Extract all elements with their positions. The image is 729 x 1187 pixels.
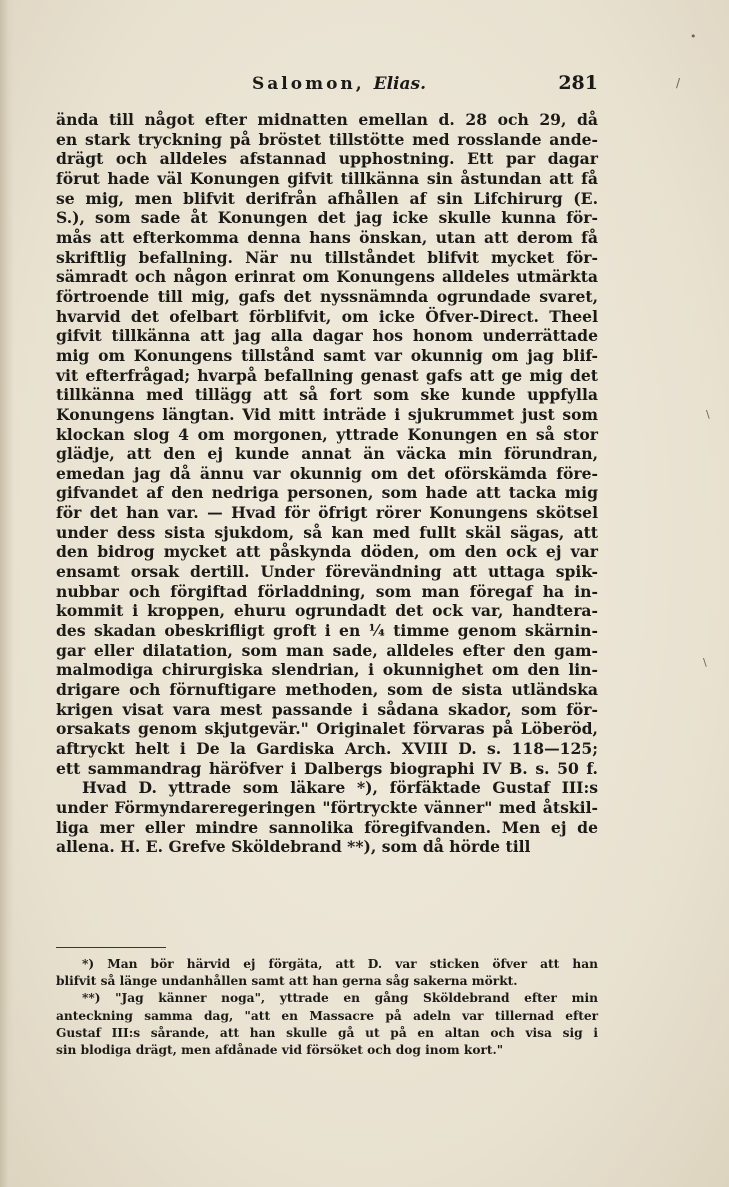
text-line: den bidrog mycket att påskynda döden, om den ock ej var <box>56 542 598 562</box>
page-header <box>56 74 598 100</box>
text-line: mås att efterkomma denna hans önskan, utan att derom få <box>56 227 598 247</box>
text-line: krigen visat vara mest passande i sådana skador, som för- <box>56 699 598 719</box>
footnote-line: *) Man bör härvid ej förgäta, att D. var sticken öfver att han <box>82 957 598 971</box>
text-line: drigare och förnuftigare methoden, som de sista utländska <box>56 680 598 700</box>
running-head <box>252 74 426 94</box>
text-line: emedan jag då ännu var okunnig om det oförskämda före- <box>56 463 598 483</box>
text-line: gar eller dilatation, som man sade, alldeles efter den gam- <box>56 640 598 660</box>
text-line: under Förmyndareregeringen "förtryckte vänner" med åtskil- <box>56 797 598 817</box>
margin-mark: \ <box>703 656 707 669</box>
page-gutter-shadow <box>0 0 14 1187</box>
text-line: des skadan obeskrifligt groft i en ¼ timme genom skärnin- <box>56 621 598 641</box>
text-line: nubbar och förgiftad förladdning, som man föregaf ha in- <box>56 581 598 601</box>
text-line: ensamt orsak dertill. Under förevändning att uttaga spik- <box>56 562 598 582</box>
text-line: kommit i kroppen, ehuru ogrundadt det ock var, handtera- <box>56 601 598 621</box>
text-line: förut hade väl Konungen gifvit tillkänna sin åstundan att få <box>56 168 598 188</box>
margin-mark: • <box>690 30 697 43</box>
running-head-author: Salomon, <box>252 74 365 94</box>
running-head-title: Elias. <box>373 74 427 94</box>
text-line: allena. H. E. Grefve Sköldebrand **), som då hörde till <box>56 837 531 857</box>
footnote-line: Gustaf III:s sårande, att han skulle gå ut på en altan och visa sig i <box>56 1025 598 1040</box>
text-line: för det han var. — Hvad för öfrigt rörer Konungens skötsel <box>56 503 598 523</box>
footnotes <box>56 956 598 1059</box>
margin-mark: \ <box>706 408 710 421</box>
text-line: gifvit tillkänna att jag alla dagar hos honom underrättade <box>56 326 598 346</box>
body-text <box>56 110 598 857</box>
text-line: hvarvid det ofelbart förblifvit, om icke Öfver-Direct. Theel <box>56 306 598 326</box>
text-line: ända till något efter midnatten emellan d. 28 och 29, då <box>56 110 598 129</box>
text-line: under dess sista sjukdom, så kan med fullt skäl sägas, att <box>56 522 598 542</box>
text-line: Konungens längtan. Vid mitt inträde i sjukrummet just som <box>56 404 598 424</box>
margin-mark: / <box>676 76 681 90</box>
text-line: en stark tryckning på bröstet tillstötte med rosslande ande- <box>56 129 598 149</box>
footnote-line: anteckning samma dag, "att en Massacre på adeln var tillernad efter <box>56 1008 598 1023</box>
text-line: orsakats genom skjutgevär." Originalet förvaras på Löberöd, <box>56 719 598 739</box>
footnote-line: sin blodiga drägt, men afdånade vid försöket och dog inom kort." <box>56 1043 504 1058</box>
text-line: gifvandet af den nedriga personen, som hade att tacka mig <box>56 483 598 503</box>
footnote-line: **) "Jag känner noga", yttrade en gång Sköldebrand efter min <box>82 991 598 1006</box>
text-line: Hvad D. yttrade som läkare *), förfäktade Gustaf III:s <box>82 778 598 798</box>
text-line: ett sammandrag häröfver i Dalbergs biographi IV B. s. 50 f. <box>56 758 598 778</box>
text-line: liga mer eller mindre sannolika föregifvanden. Men ej de <box>56 817 598 837</box>
page-number: 281 <box>558 72 598 94</box>
text-line: sämradt och någon erinrat om Konungens alldeles utmärkta <box>56 267 598 287</box>
text-line: glädje, att den ej kunde annat än väcka min förundran, <box>56 444 598 464</box>
text-line: S.), som sade åt Konungen det jag icke skulle kunna för- <box>56 208 598 228</box>
footnote-line: blifvit så länge undanhållen samt att han gerna såg sakerna mörkt. <box>56 974 518 989</box>
text-line: förtroende till mig, gafs det nyssnämnda ogrundade svaret, <box>56 286 598 306</box>
text-line: malmodiga chirurgiska slendrian, i okunnighet om den lin- <box>56 660 598 680</box>
text-line: se mig, men blifvit derifrån afhållen af sin Lifchirurg (E. <box>56 188 598 208</box>
text-line: skriftlig befallning. När nu tillståndet blifvit mycket för- <box>56 247 598 267</box>
text-line: klockan slog 4 om morgonen, yttrade Konungen en så stor <box>56 424 598 444</box>
text-line: aftryckt helt i De la Gardiska Arch. XVIII D. s. 118—125; <box>56 739 598 758</box>
text-line: mig om Konungens tillstånd samt var okunnig om jag blif- <box>56 345 598 365</box>
text-line: drägt och alldeles afstannad upphostning. Ett par dagar <box>56 149 598 169</box>
text-line: vit efterfrågad; hvarpå befallning genast gafs att ge mig det <box>56 365 598 385</box>
footnote-rule <box>56 947 166 948</box>
text-line: tillkänna med tillägg att så fort som ske kunde uppfylla <box>56 385 598 405</box>
